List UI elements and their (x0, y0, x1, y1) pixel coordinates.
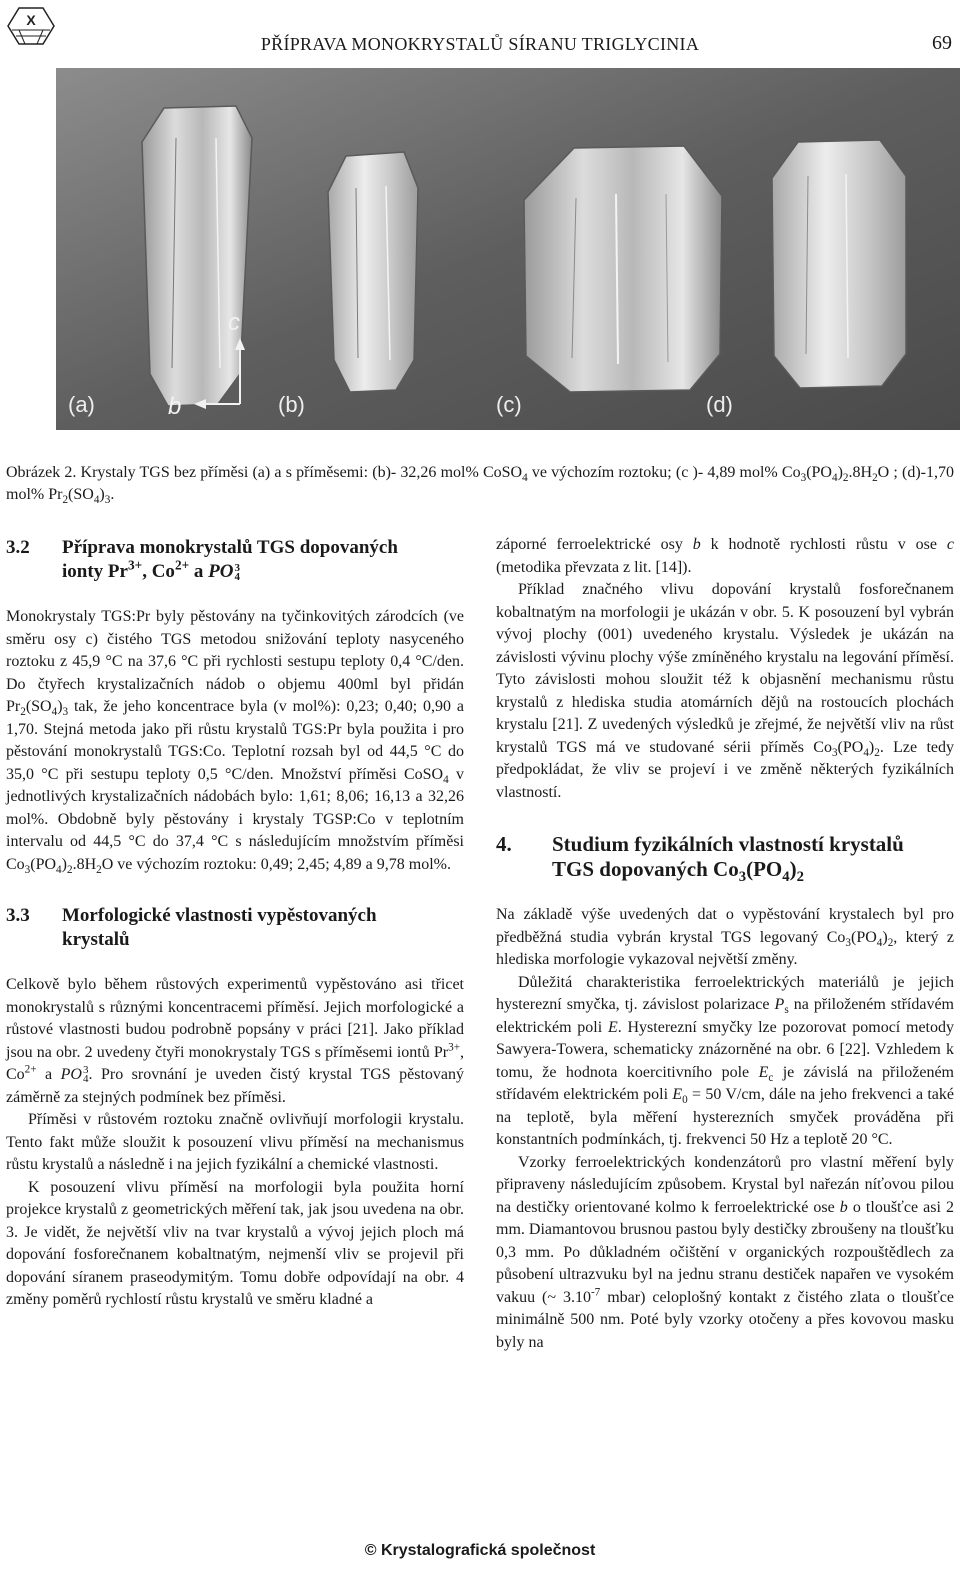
left-column (6, 536, 464, 1312)
crystal-photo-figure (56, 68, 960, 430)
label-c: (c) (496, 392, 522, 417)
axis-b-label: b (168, 393, 182, 420)
section-4-paragraph-2: Důležitá charakteristika ferroelektrických materiálů je jejich hysterezní smyčka, tj. závislost polarizace $P_s$ na přiloženém střídavém elektrickém poli E. Hysterezní smyčky lze pozorovat pomocí metody Sawyera-Towera, schematicky znázorněné na obr. 6 [22]. Vzhledem k tomu, že hodnota koercitivního pole $E_c$ je závislá na přiloženém střídavém elektrickém poli $E_0 = 50$ V/cm, dále na jeho frekvenci a také na teplotě, byla měření hysterezních smyček prováděna při konstantních podmínkách, tj. frekvenci 50 Hz a teplotě 20 °C. (496, 973, 955, 1148)
crystal-a (142, 106, 252, 406)
label-d: (d) (706, 392, 733, 417)
label-a: (a) (68, 392, 95, 417)
label-b: (b) (278, 392, 305, 417)
right-paragraph-1: záporné ferroelektrické osy b k hodnotě rychlosti růstu v ose c (metodika převzata z lit. [14]). (496, 536, 954, 576)
running-title: PŘÍPRAVA MONOKRYSTALŮ SÍRANU TRIGLYCINIA (260, 34, 700, 54)
section-4-heading: 4. Studium fyzikálních vlastností krystalů TGS dopovaných $Co_3(PO_4)_2$ (496, 832, 904, 886)
section-4-paragraph-1: Na základě výše uvedených dat o vypěstování krystalech byl pro předběžná studia vybrán krystal TGS legovaný $Co_3(PO_4)_2$, který z hlediska morfologie vykazoval největší změny. (496, 906, 954, 968)
section-3-3-paragraph-1: Celkově bylo během růstových experimentů vypěstováno asi třicet monokrystalů s různými koncentracemi příměsí. Jejich morfologické a růstové vlastnosti budou podrobně popsány v práci [21]. Jako příklad jsou na obr. 2 uvedeny čtyři monokrystaly TGS s příměsemi iontů $Pr^{3+}$, $Co^{2+}$ a PO3 4. Pro srovnání je uveden čistý krystal TGS pěstovaný záměrně za stejných podmínek bez příměsi. (6, 976, 465, 1106)
section-4-paragraph-3: Vzorky ferroelektrických kondenzátorů pro vlastní měření byly připraveny následujícím způsobem. Krystal byl nařezán níťovou pilou na destičky orientované kolmo k ferroelektrické ose b o tloušťce asi 2 mm. Diamantovou brusnou pastou byly destičky zbroušeny na tloušťku 0,3 mm. Po důkladném očištění v organických rozpouštědlech za působení ultrazvuku byl na jednu stranu destiček napařen ve vysokém vakuu (~ $3.10^{-7}$ mbar) celoplošný kontakt z čistého zlata o tloušťce minimálně 500 nm. Poté byly vzorky otočeny a přes kovovou masku byly na (496, 1153, 954, 1351)
journal-logo (6, 6, 56, 46)
logo-letter: X (26, 12, 36, 28)
section-3-3-paragraph-2: Příměsi v růstovém roztoku značně ovlivňují morfologii krystalu. Tento fakt může sloužit k posouzení vlivu příměsí na mechanismus růstu krystalů a následně i na jejich fyzikální a chemické vlastnosti. (6, 1111, 464, 1173)
section-3-3-heading: 3.3 Morfologické vlastnosti vypěstovaných krystalů (6, 905, 377, 950)
crystal-c (524, 146, 722, 392)
right-paragraph-2: Příklad značného vlivu dopování krystalů fosforečnanem kobaltnatým na morfologii je ukázán v obr. 5. K posouzení byl vybrán vývoj plochy (001) uvedeného krystalu. Výsledek je ukázán na závislosti vývinu plochy výše zmíněného krystalu na legování příměsí. Tyto závislosti mohou sloužit též k objasnění mechanismu růstu krystalů z hlediska studia atomárních dějů na rostoucích plochách krystalu [21]. Z uvedených výsledků je zřejmé, že největší vliv na růst krystalů TGS má ve studované sérii příměs $Co_3(PO_4)_2$. Lze tedy předpokládat, že vliv se projeví i ve změně některých fyzikálních vlastností. (496, 581, 954, 801)
footer-copyright: © Krystalografická společnost (364, 1542, 596, 1559)
figure-caption: Obrázek 2. Krystaly TGS bez příměsi (a) a s příměsemi: (b)- 32,26 mol% CoSO$_4$ ve výchozím roztoku; (c )- 4,89 mol% $Co_3(PO_4)_2.8H_2O$ ; (d)-1,70 mol% $Pr_2(SO_4)_3$. (6, 464, 954, 507)
section-3-3-paragraph-3: K posouzení vlivu příměsí na morfologii byla použita horní projekce krystalů z geometrických měření tak, jak jsou uvedena na obr. 3. Je vidět, že největší vliv na tvar krystalů a vývoj jejich ploch má dopování fosforečnanem kobaltnatým, nejmenší vliv se projevil při dopování síranem praseodymitým. Tomu dobře odpovídají na obr. 4 změny poměrů rychlostí růstu krystalů ve směru kladné a (6, 1178, 464, 1308)
page-number: 69 (932, 32, 952, 54)
axis-c-label: c (228, 309, 240, 336)
section-3-2-paragraph: Monokrystaly TGS:Pr byly pěstovány na tyčinkovitých zárodcích (ve směru osy c) čistého TGS metodou snižování teploty nasyceného roztoku z 45,9 °C na 37,6 °C při rychlosti sestupu teploty 0,4 °C/den. Do čtyřech krystalizačních nádob o objemu 400ml byl přidán $Pr_2(SO_4)_3$ tak, že jeho koncentrace byla (v mol%): 0,23; 0,40; 0,90 a 1,70. Stejná metoda jako při růstu krystalů TGS:Pr byla použita i pro pěstování monokrystalů TGS:Co. Teplotní rozsah byl od 44,5 °C do 35,0 °C při sestupu teploty 0,5 °C/den. Množství příměsi CoSO$_4$ v jednotlivých krystalizačních nádobách bylo: 1,61; 8,06; 16,13 a 32,26 mol%. Obdobně byly pěstovány i krystaly TGSP:Co v teplotním intervalu od 44,5 °C do 37,4 °C s následujícím množstvím příměsi $Co_3(PO_4)_2.8H_2O$ ve výchozím roztoku: 0,49; 2,45; 4,89 a 9,78 mol%. (6, 608, 464, 876)
section-3-2-heading: 3.2 Příprava monokrystalů TGS dopovaných ionty $Pr^{3+}$, $Co^{2+}$ a PO3 4 (6, 537, 398, 583)
crystal-b (328, 152, 418, 392)
right-column (496, 534, 954, 1354)
crystal-d (772, 140, 906, 388)
